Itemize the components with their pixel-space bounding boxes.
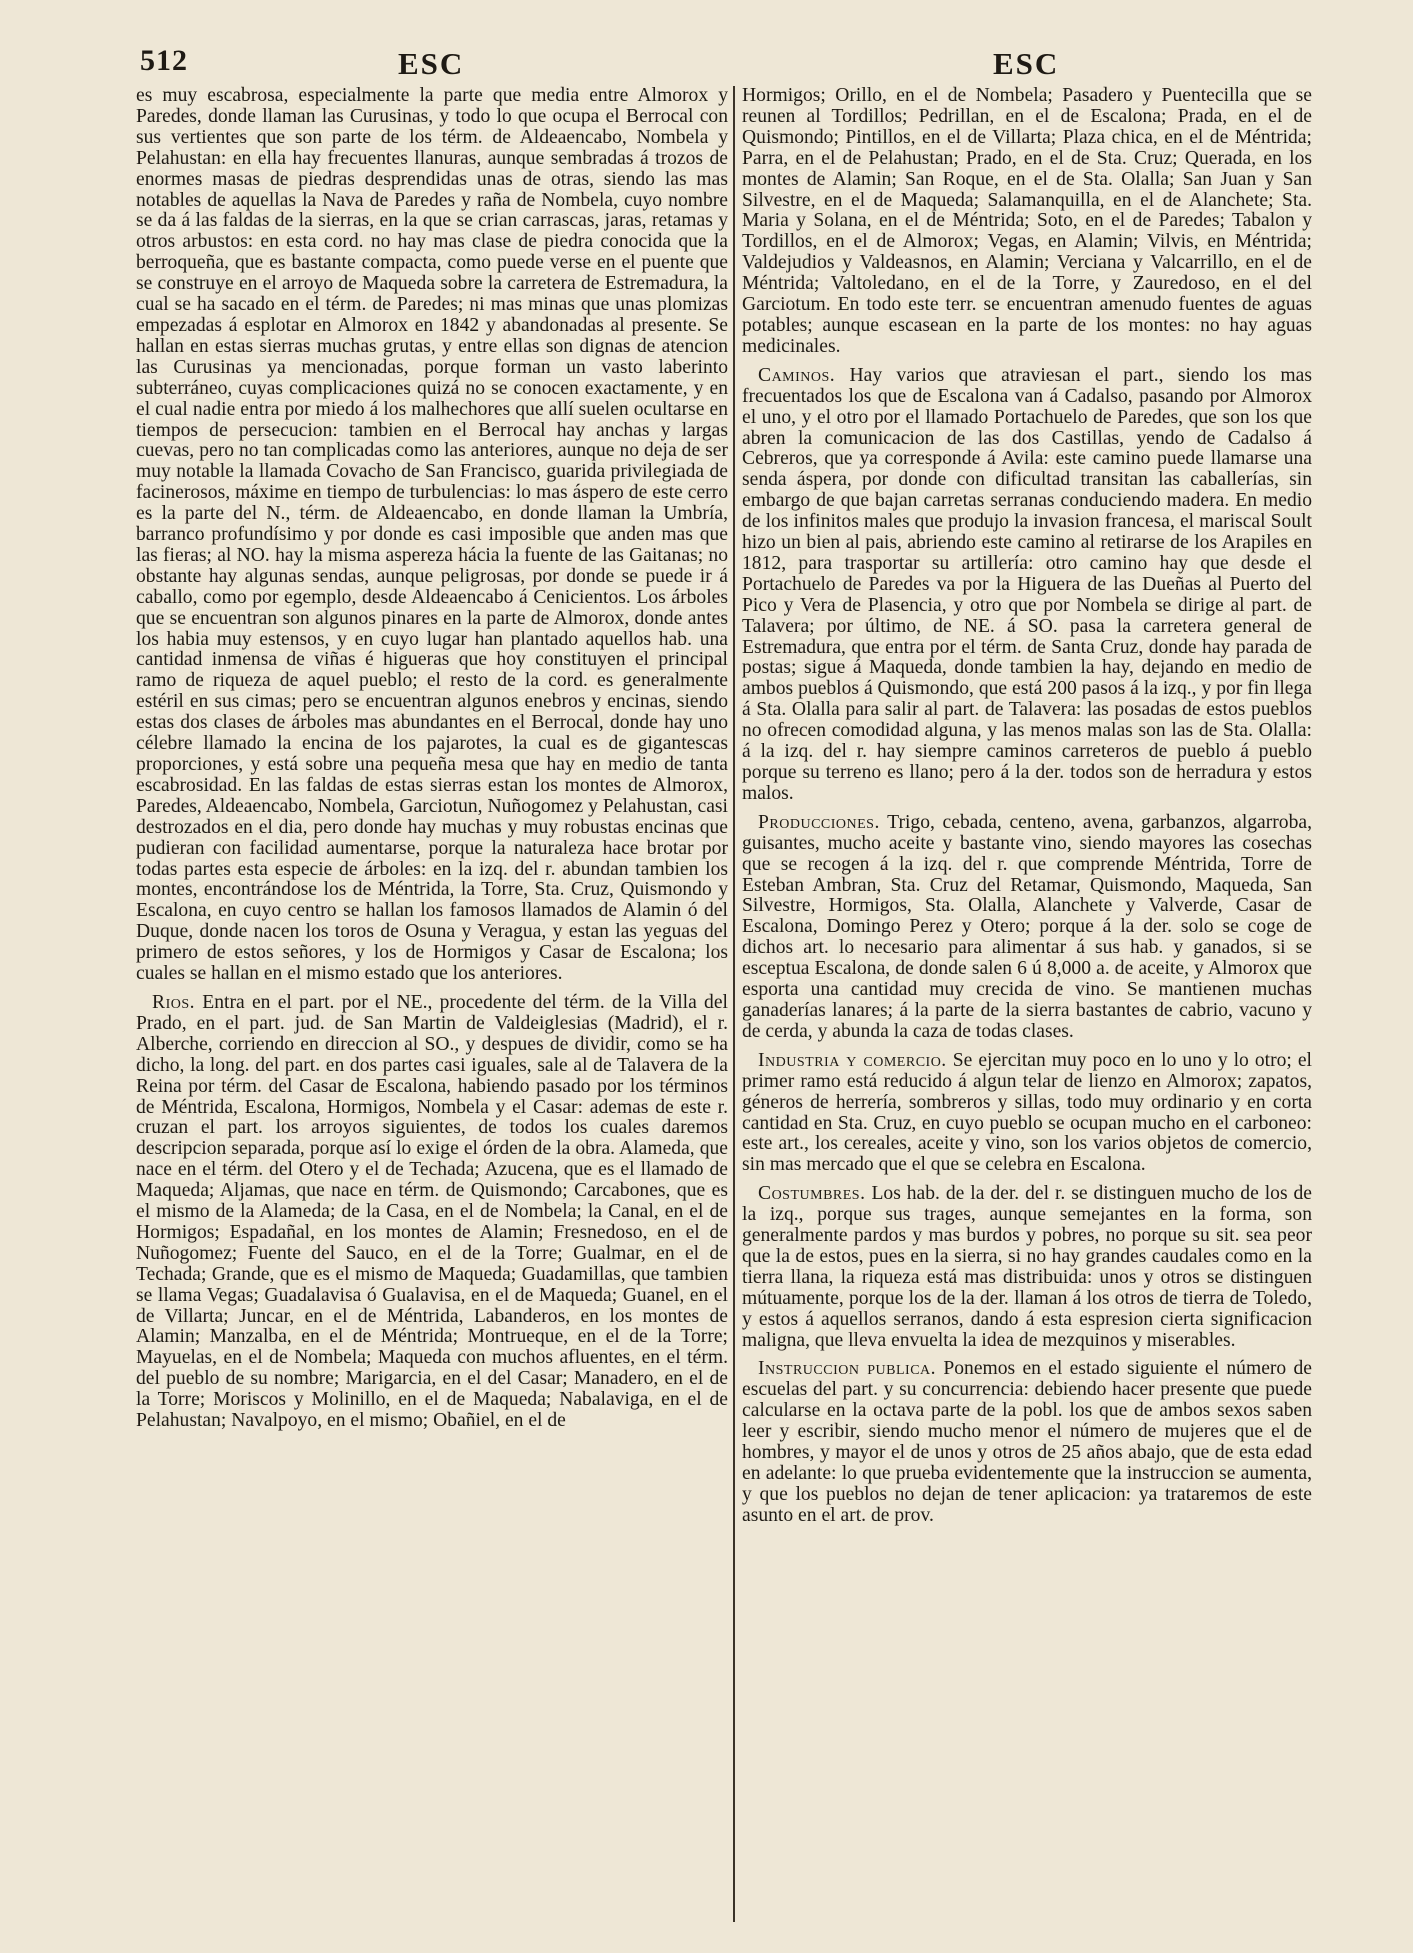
left-column — [136, 86, 728, 1924]
costumbres-heading: Costumbres. — [758, 1183, 866, 1205]
producciones-section — [742, 813, 1312, 1043]
producciones-heading: Producciones. — [758, 811, 880, 833]
instruccion-text: Ponemos en el estado siguiente el número de escuelas del part. y su concurrencia: debiendo hacer presente que puede calcularse en la octava parte de la pobl. los que de ambos sexos saben leer y escribir, siendo mucho menor el número de mujeres que el de hombres, y mayor el de unos y otros de 25 años abajo, que de esta edad en adelante: lo que prueba evidentemente que la instruccion se aumenta, y que los pueblos no dejan de tener aplicacion: ya trataremos de este asunto en el art. de prov. — [742, 1358, 1312, 1526]
caminos-section — [742, 366, 1312, 805]
left-running-head: ESC — [398, 46, 465, 81]
costumbres-text: Los hab. de la der. del r. se distinguen mucho de los de la izq., porque sus trages, aunque semejantes en la forma, son generalmente pardos y mas burdos y pobres, no porque su sit. sea peor que la de estos, pues en la sierra, si no hay grandes caudales como en la tierra llana, la riqueza está mas distribuida: unos y otros se distinguen mútuamente, porque los de la der. llaman á los otros de tierra de Toledo, y estos á aquellos serranos, dando á esta espresion cierta significacion maligna, que lleva envuelta la idea de mezquinos y miserables. — [742, 1183, 1312, 1351]
instruccion-heading: Instruccion publica. — [758, 1358, 937, 1380]
right-column — [742, 86, 1312, 1924]
rios-text: Entra en el part. por el NE., procedente del térm. de la Villa del Prado, en el part. jud. de San Martin de Valdeiglesias (Madrid), el r. Alberche, corriendo en direccion al SO., y despues de dividir, como se ha dicho, la long. del part. en dos partes casi iguales, sale al de Talavera de la Reina por térm. del Casar de Escalona, habiendo pasado por los términos de Méntrida, Escalona, Hormigos, Nombela y el Casar: ademas de este r. cruzan el part. los arroyos siguientes, de todos los cuales daremos descripcion separada, porque así lo exige el órden de la obra. Alameda, que nace en el térm. del Otero y el de Techada; Azucena, que es el llamado de Maqueda; Aljamas, que nace en térm. de Quismondo; Carcabones, que es el mismo de la Alameda; de la Casa, en el de Nombela; la Canal, en el de Hormigos; Espadañal, en los montes de Alamin; Fresnedoso, en el de Nuñogomez; Fuente del Sauco, en el de la Torre; Gualmar, en el de Techada; Grande, que es el mismo de Maqueda; Guadamillas, que tambien se llama Vegas; Guadalavisa ó Gualavisa, en el de Maqueda; Guanel, en el de Villarta; Juncar, en el de Méntrida, Labanderos, en los montes de Alamin; Manzalba, en el de Méntrida; Montrueque, en el de la Torre; Mayuelas, en el de Nombela; Maqueda con muchos afluentes, en el térm. del pueblo de su nombre; Marigarcia, en el del Casar; Manadero, en el de la Torre; Moriscos y Molinillo, en el de Maqueda; Nabalaviga, en el de Pelahustan; Navalpoyo, en el mismo; Obañiel, en el de — [136, 991, 728, 1432]
instruccion-section — [742, 1359, 1312, 1526]
rios-section — [136, 993, 728, 1432]
industria-text: Se ejercitan muy poco en lo uno y lo otro; el primer ramo está reducido á algun telar de lienzo en Almorox; zapatos, géneros de herrería, sombreros y sillas, todo muy ordinario y en corta cantidad en Sta. Cruz, en cuyo pueblo se ocupan mucho en el carboneo: este art., los cereales, aceite y vino, son los varios objetos de comercio, sin mas mercado que el que se celebra en Escalona. — [742, 1049, 1312, 1176]
rios-continuation-paragraph: Hormigos; Orillo, en el de Nombela; Pasadero y Puentecilla que se reunen al Tordillos; Pedrillan, en el de Escalona; Prada, en el de Quismondo; Pintillos, en el de Villarta; Plaza chica, en el de Méntrida; Parra, en el de Pelahustan; Prado, en el de Sta. Cruz; Querada, en los montes de Alamin; San Roque, en el de Sta. Olalla; San Juan y San Silvestre, en el de Maqueda; Salamanquilla, en el de Alanchete; Sta. Maria y Solana, en el de Méntrida; Soto, en el de Paredes; Tabalon y Tordillos, en el de Almorox; Vegas, en Alamin; Vilvis, en Méntrida; Valdejudios y Valdeasnos, en Alamin; Verciana y Valcarrillo, en el de Méntrida; Valtoledano, en el de la Torre, y Zauredoso, en el del Garciotum. En todo este terr. se encuentran amenudo fuentes de aguas potables; aunque escasean en la parte de los montes: no hay aguas medicinales. — [742, 86, 1312, 357]
page-header — [0, 44, 1413, 84]
industria-heading: Industria y comercio. — [758, 1049, 947, 1071]
rios-heading: Rios. — [152, 991, 196, 1013]
costumbres-section — [742, 1184, 1312, 1351]
column-divider — [733, 86, 735, 1922]
right-running-head: ESC — [993, 46, 1060, 81]
page-number: 512 — [140, 44, 188, 77]
producciones-text: Trigo, cebada, centeno, avena, garbanzos, algarroba, guisantes, mucho aceite y bastante vino, siendo mayores las cosechas que se recogen á la izq. del r. que comprende Méntrida, Torre de Esteban Ambran, Sta. Cruz del Retamar, Quismondo, Maqueda, San Silvestre, Hormigos, Sta. Olalla, Alanchete y Valverde, Casar de Escalona, Domingo Perez y Otero; porque á la der. solo se coge de dichos art. lo necesario para alimentar á sus hab. y ganados, si se esceptua Escalona, de donde salen 6 ú 8,000 a. de aceite, y Almorox que esporta una cantidad muy crecida de vino. Se mantienen muchas ganaderías lanares; á la parte de la sierra bastantes de cabrio, vacuno y de cerda, y abunda la caza de todas clases. — [742, 811, 1312, 1042]
sierra-description-paragraph: es muy escabrosa, especialmente la parte que media entre Almorox y Paredes, donde llaman las Curusinas, y todo lo que ocupa el Berrocal con sus vertientes que son parte de los térm. de Aldeaencabo, Nombela y Pelahustan: en ella hay frecuentes llanuras, aunque sembradas á trozos de enormes masas de piedras desprendidas unas de otras, siendo las mas notables de aquellas la Nava de Paredes y raña de Nombela, cuyo nombre se da á las faldas de la sierras, en la que se crian carrascas, jaras, retamas y otros arbustos: en esta cord. no hay mas clase de piedra conocida que la berroqueña, que es bastante compacta, como puede verse en el puente que se construye en el arroyo de Maqueda sobre la carretera de Estremadura, la cual se ha sacado en el térm. de Paredes; ni mas minas que unas plomizas empezadas á esplotar en Almorox en 1842 y abandonadas al presente. Se hallan en estas sierras muchas grutas, y entre ellas son dignas de atencion las Curusinas ya mencionadas, porque forman un vasto laberinto subterráneo, cuyas complicaciones quizá no se conocen exactamente, y en el cual nadie entra por miedo á los malhechores que allí suelen ocultarse en tiempos de persecucion: tambien en el Berrocal hay anchas y largas cuevas, pero no tan complicadas como las anteriores, aunque no deja de ser muy notable la llamada Covacho de San Francisco, guarida privilegiada de facinerosos, máxime en tiempo de turbulencias: lo mas áspero de este cerro es la parte del N., térm. de Aldeaencabo, en donde llaman la Umbría, barranco profundísimo y por donde es casi imposible que anden mas que las fieras; al NO. hay la misma aspereza hácia la fuente de las Gaitanas; no obstante hay algunas sendas, aunque peligrosas, por donde se puede ir á caballo, como por egemplo, desde Aldeaencabo á Cenicientos. Los árboles que se encuentran son algunos pinares en la parte de Almorox, donde antes los habia muy estensos, y en cuyo lugar han plantado aquellos hab. una cantidad inmensa de viñas é higueras que hoy constituyen el principal ramo de riqueza de aquel pueblo; el resto de la cord. es generalmente estéril en sus cimas; pero se encuentran algunos enebros y encinas, siendo estas dos clases de árboles mas abundantes en el Berrocal, donde hay uno célebre llamado la encina de los pajarotes, la cual es de gigantescas proporciones, y está sobre una pequeña mesa que hay en medio de tanta escabrosidad. En las faldas de estas sierras estan los montes de Almorox, Paredes, Aldeaencabo, Nombela, Garciotun, Nuñogomez y Pelahustan, casi destrozados en el dia, pero donde hay muchas y muy robustas encinas que pudieran con facilidad aumentarse, porque la naturaleza hace brotar por todas partes esta especie de árboles: en la izq. del r. abundan tambien los montes, encontrándose los de Méntrida, la Torre, Sta. Cruz, Quismondo y Escalona, en cuyo centro se hallan los famosos llamados de Alamin ó del Duque, donde nacen los toros de Osuna y Veragua, y estan las yeguas del primero de estos señores, y los de Hormigos y Casar de Escalona; los cuales se hallan en el mismo estado que los anteriores. — [136, 86, 728, 985]
caminos-heading: Caminos. — [758, 364, 836, 386]
caminos-text: Hay varios que atraviesan el part., siendo los mas frecuentados los que de Escalona van á Cadalso, pasando por Almorox el uno, y el otro por el llamado Portachuelo de Paredes, que son los que abren la comunicacion de las dos Castillas, yendo de Cadalso á Cebreros, que ya corresponde á Avila: este camino puede llamarse una senda áspera, por donde con dificultad transitan las caballerías, sin embargo de que bajan carretas serranas conduciendo madera. En medio de los infinitos males que produjo la invasion francesa, el mariscal Soult hizo un bien al pais, abriendo este camino al retirarse de los Arapiles en 1812, para trasportar su artillería: otro camino hay que desde el Portachuelo de Paredes va por la Higuera de las Dueñas al Puerto del Pico y Vera de Plasencia, y otro que por Nombela se dirige al part. de Talavera; por último, de NE. á SO. pasa la carretera general de Estremadura, que entra por el térm. de Santa Cruz, donde hay parada de postas; sigue á Maqueda, donde tambien la hay, dejando en medio de ambos pueblos á Quismondo, que está 200 pasos á la izq., y por fin llega á Sta. Olalla para salir al part. de Talavera: las posadas de estos pueblos no ofrecen comodidad alguna, y las menos malas son las de Sta. Olalla: á la izq. del r. hay siempre caminos carreteros de pueblo á pueblo porque su terreno es llano; pero á la der. todos son de herradura y estos malos. — [742, 364, 1312, 804]
industria-section — [742, 1051, 1312, 1176]
